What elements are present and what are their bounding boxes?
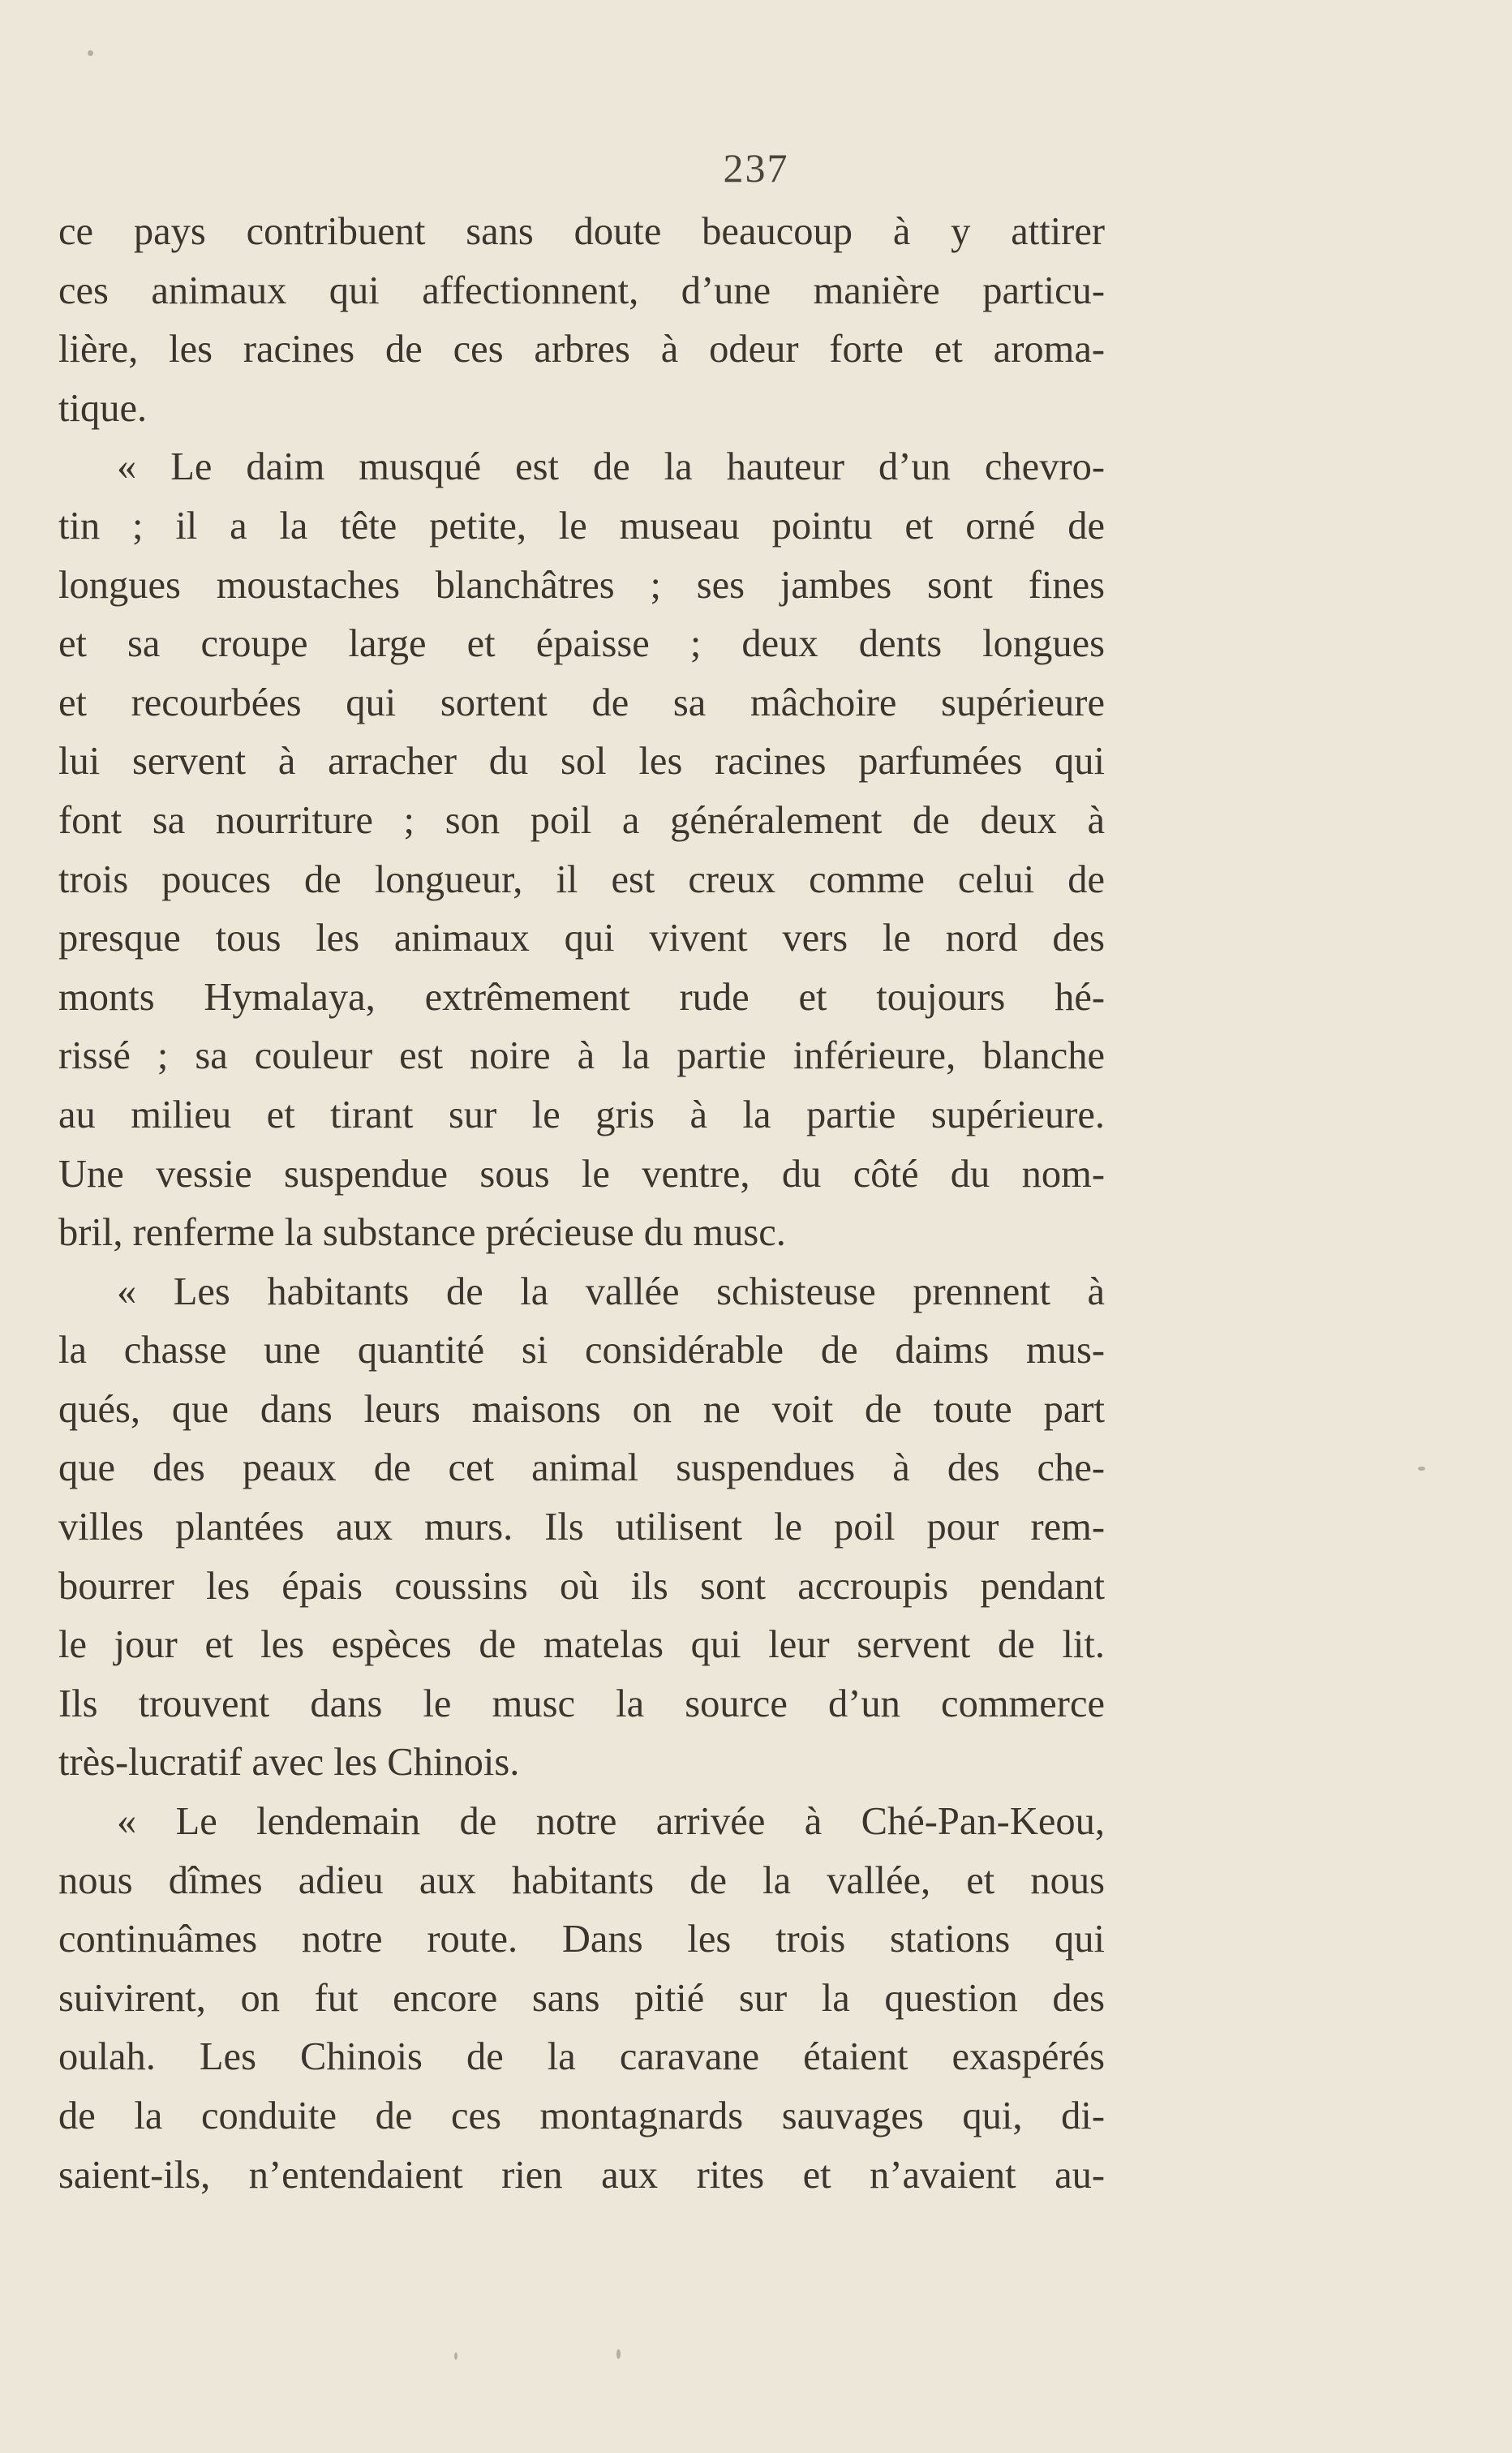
text-line: la chasse une quantité si considérable de daims mus- [58, 1329, 1105, 1373]
text-line: et sa croupe large et épaisse ; deux dents longues [58, 622, 1105, 666]
paper-speck [1418, 1467, 1425, 1471]
paragraph-1 [58, 203, 1105, 438]
text-line: très-lucratif avec les Chinois. [58, 1741, 520, 1785]
text-line: lui servent à arracher du sol les racines parfumées qui [58, 740, 1105, 784]
text-line: longues moustaches blanchâtres ; ses jambes sont fines [58, 563, 1105, 607]
text-line: monts Hymalaya, extrêmement rude et toujours hé- [58, 975, 1105, 1019]
text-line: saient-ils, n’entendaient rien aux rites et n’avaient au- [58, 2153, 1105, 2197]
text-line: « Le daim musqué est de la hauteur d’un chevro- [117, 445, 1105, 489]
text-line: bourrer les épais coussins où ils sont accroupis pendant [58, 1564, 1105, 1608]
paragraph-2 [58, 438, 1105, 1262]
paper-speck [88, 50, 93, 56]
text-line: au milieu et tirant sur le gris à la partie supérieure. [58, 1093, 1105, 1136]
text-line: de la conduite de ces montagnards sauvages qui, di- [58, 2094, 1105, 2137]
text-line: « Les habitants de la vallée schisteuse prennent à [117, 1269, 1105, 1313]
text-line: Une vessie suspendue sous le ventre, du côté du nom- [58, 1152, 1105, 1196]
text-line: que des peaux de cet animal suspendues à des che- [58, 1446, 1105, 1490]
text-line: presque tous les animaux qui vivent vers le nord des [58, 917, 1105, 960]
text-line: font sa nourriture ; son poil a généralement de deux à [58, 798, 1105, 842]
text-line: bril, renferme la substance précieuse du musc. [58, 1211, 786, 1255]
text-line: qués, que dans leurs maisons on ne voit de toute part [58, 1387, 1105, 1431]
paragraph-4 [58, 1793, 1105, 2205]
text-line: suivirent, on fut encore sans pitié sur la question des [58, 1976, 1105, 2020]
text-line: ce pays contribuent sans doute beaucoup à y attirer [58, 210, 1105, 253]
text-line: et recourbées qui sortent de sa mâchoire supérieure [58, 681, 1105, 724]
text-line: « Le lendemain de notre arrivée à Ché-Pan-Keou, [117, 1800, 1105, 1844]
paper-speck [454, 2352, 457, 2360]
page-number: 237 [723, 145, 789, 191]
text-line: continuâmes notre route. Dans les trois stations qui [58, 1918, 1105, 1961]
text-line: ces animaux qui affectionnent, d’une manière particu- [58, 268, 1105, 312]
text-line: oulah. Les Chinois de la caravane étaient exaspérés [58, 2035, 1105, 2079]
paragraph-3 [58, 1263, 1105, 1793]
text-line: trois pouces de longueur, il est creux comme celui de [58, 857, 1105, 901]
body-text [58, 203, 1105, 2205]
text-line: tique. [58, 386, 148, 430]
text-line: le jour et les espèces de matelas qui leur servent de lit. [58, 1623, 1105, 1667]
text-line: rissé ; sa couleur est noire à la partie inférieure, blanche [58, 1034, 1105, 1078]
text-line: nous dîmes adieu aux habitants de la vallée, et nous [58, 1858, 1105, 1902]
paper-speck [616, 2349, 621, 2359]
text-line: tin ; il a la tête petite, le museau pointu et orné de [58, 504, 1105, 548]
text-line: Ils trouvent dans le musc la source d’un commerce [58, 1682, 1105, 1725]
text-line: villes plantées aux murs. Ils utilisent le poil pour rem- [58, 1506, 1105, 1549]
text-line: lière, les racines de ces arbres à odeur forte et aroma- [58, 328, 1105, 372]
